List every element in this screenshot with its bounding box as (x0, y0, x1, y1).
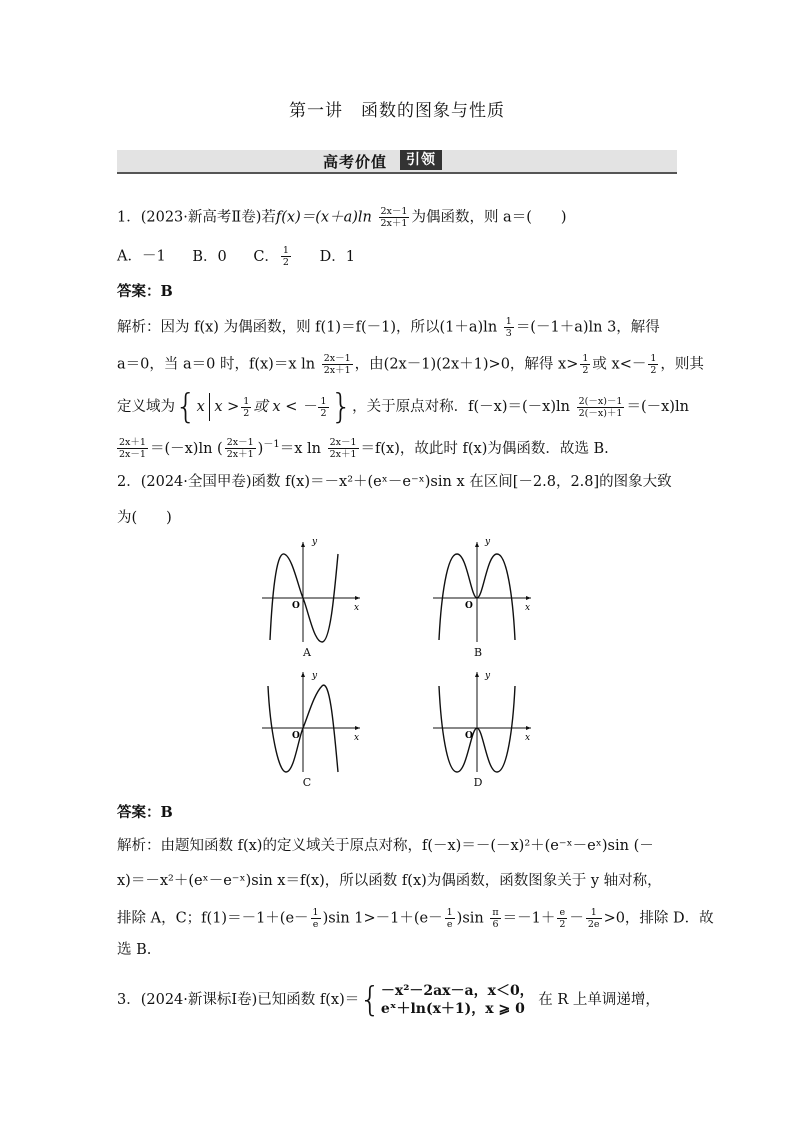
set-bar (209, 393, 211, 421)
q2-stem-line2: 为( ) (117, 510, 172, 526)
q2-solution-line3 (117, 907, 714, 930)
y-label: y (312, 671, 318, 681)
text: 或 x < － (253, 399, 317, 415)
y-axis-arrow (475, 672, 479, 677)
fraction (586, 907, 602, 930)
text: 3．(2024·新课标Ⅰ卷)已知函数 f(x)＝ (117, 992, 360, 1008)
text: 在 R 上单调递增， (538, 992, 660, 1008)
frac-num: 1 (586, 907, 602, 919)
frac-den: 2 (582, 365, 589, 376)
frac-den: 2x＋1 (226, 449, 254, 461)
fraction (580, 353, 590, 376)
fraction (577, 396, 625, 419)
x-axis-arrow (355, 596, 360, 600)
graph-d (427, 668, 537, 778)
fraction (504, 316, 514, 339)
frac-num: 2x－1 (380, 206, 408, 217)
frac-num: 1 (243, 395, 250, 407)
q2-solution-line4: 选 B. (117, 942, 152, 958)
frac-den: 2(－x)＋1 (578, 407, 623, 419)
graph-a (256, 538, 366, 648)
frac-num: 1 (320, 395, 327, 407)
text: ＝x ln (279, 440, 321, 457)
text: ＝(－1＋a)ln 3，解得 (515, 319, 660, 336)
graph-c-caption: C (302, 776, 312, 789)
q2-stem-line1: 2．(2024·全国甲卷)函数 f(x)＝－x²＋(eˣ－e⁻ˣ)sin x 在区间[－2.8，2.8]的图象大致 (117, 474, 672, 490)
q1-solution-line3 (117, 387, 689, 427)
frac-num: 2x－1 (226, 437, 254, 449)
frac-num: 2x－1 (329, 437, 357, 449)
text: a＝0，当 a＝0 时，f(x)＝x ln (117, 356, 316, 373)
fraction (322, 353, 353, 376)
frac-num: 1 (505, 316, 512, 327)
q2-answer (117, 803, 173, 823)
q2-solution-line2: x)＝－x²＋(eˣ－e⁻ˣ)sin x＝f(x)，所以函数 f(x)为偶函数，函数图象关于 y 轴对称， (117, 873, 662, 889)
answer-label: 答案： (117, 283, 161, 300)
piece-1: －x²－2ax－a，x＜0， (380, 983, 534, 999)
x-label: x (525, 733, 531, 743)
y-label: y (485, 671, 491, 681)
frac-num: 2(－x)－1 (578, 395, 623, 407)
frac-num: 1 (446, 907, 453, 918)
text: 定义域为 (117, 399, 175, 415)
section-banner (117, 150, 677, 174)
fraction (225, 437, 256, 460)
fraction (311, 907, 321, 930)
graph-c (256, 668, 366, 778)
q1-func: f(x)＝(x＋a)ln (275, 209, 372, 226)
x-axis-arrow (526, 726, 531, 730)
text: ＝－1＋ (502, 910, 556, 927)
fraction (241, 396, 251, 419)
frac-den: 6 (492, 919, 499, 930)
frac-den: 2 (320, 407, 327, 419)
banner-tag: 引领 (400, 150, 442, 170)
graph-a-caption: A (303, 646, 311, 659)
frac-den: 2 (650, 365, 657, 376)
frac-num: π (492, 907, 499, 918)
q1-answer (117, 282, 173, 302)
answer-value: B (160, 804, 173, 821)
q1-solution-line2 (117, 353, 704, 376)
answer-label: 答案： (117, 804, 161, 821)
y-label: y (312, 538, 318, 547)
fraction (318, 396, 328, 419)
q1-fraction (379, 206, 410, 229)
frac-den: 2x－1 (119, 449, 146, 461)
banner-label: 高考价值 (323, 153, 388, 171)
text: ＝(－x)ln (149, 440, 213, 457)
text: >0，排除 D．故 (603, 910, 714, 927)
q3-stem (117, 982, 660, 1018)
frac-den: e (446, 919, 453, 930)
text: － (569, 910, 584, 927)
origin-label: O (465, 731, 473, 741)
fraction (557, 907, 567, 930)
left-brace: { (175, 387, 197, 427)
frac-den: 2x＋1 (323, 365, 351, 376)
frac-num: 1 (282, 245, 289, 256)
text: ＝f(x)，故此时 f(x)为偶函数．故选 B. (360, 440, 609, 457)
right-brace: } (330, 387, 353, 427)
q1-suffix: 为偶函数，则 a＝( ) (411, 209, 567, 226)
q2-solution-line1: 解析：由题知函数 f(x)的定义域关于原点对称，f(－x)＝－(－x)²＋(e⁻ˣ－eˣ)sin (－ (117, 838, 654, 854)
piece-2: eˣ＋ln(x＋1)，x ⩾ 0 (380, 1001, 525, 1017)
text: －1 (263, 439, 280, 450)
x-axis-arrow (526, 596, 531, 600)
frac-den: e (312, 919, 319, 930)
frac-den: 3 (505, 328, 512, 339)
y-label: y (485, 538, 491, 547)
q1-options (117, 245, 355, 268)
graph-d-caption: D (473, 776, 483, 789)
piecewise (381, 982, 534, 1018)
text: ，由(2x－1)(2x＋1)>0，解得 x> (354, 356, 579, 373)
frac-num: 1 (312, 907, 319, 918)
frac-num: e (557, 907, 567, 919)
frac-den: 2x＋1 (380, 218, 408, 229)
origin-label: O (292, 731, 300, 741)
frac-num: 1 (650, 353, 657, 364)
fraction (490, 907, 500, 930)
x-axis-arrow (355, 726, 360, 730)
q1-option-c-fraction (281, 245, 291, 268)
q1-prefix: 1．(2023·新高考Ⅱ卷)若 (117, 209, 276, 226)
y-axis-arrow (301, 672, 305, 677)
frac-num: 2x－1 (323, 353, 351, 364)
page-title: 第一讲 函数的图象与性质 (289, 101, 505, 121)
origin-label: O (465, 601, 473, 611)
q1-solution-line1 (117, 316, 660, 339)
text: 或 x<－ (592, 356, 647, 373)
q1-stem (117, 206, 567, 229)
q1-option-a: A．－1 (117, 248, 166, 265)
frac-num: 1 (582, 353, 589, 364)
frac-num: 2x＋1 (119, 437, 146, 449)
left-brace: { (359, 980, 381, 1020)
text: ，则其 (660, 356, 704, 373)
fraction (445, 907, 455, 930)
graph-b-caption: B (473, 646, 483, 659)
graph-b (427, 538, 537, 648)
answer-value: B (160, 283, 173, 300)
text: x > (214, 399, 240, 415)
y-axis-arrow (475, 542, 479, 547)
q1-option-d: D．1 (319, 248, 355, 265)
q1-option-c: C． (253, 248, 279, 265)
text: 排除 A，C；f(1)＝－1＋(e－ (117, 910, 309, 927)
text: ＝(－x)ln (626, 399, 689, 415)
fraction (328, 437, 359, 460)
set-variable: x (196, 399, 205, 415)
q1-solution-line4: $\frac{2x+1}{2x-1}$ ＝(－x)ln ( $\frac{2x-1}{2x+1}$ )$^{-1}$＝x ln $\frac{2x-1}{2x+1}$ ＝f(x)，故此时 f(x)为偶函数．故选 B. (119, 437, 609, 461)
text: )sin (456, 910, 484, 927)
x-label: x (354, 733, 360, 743)
text: 解析：因为 f(x) 为偶函数，则 f(1)＝f(－1)，所以(1＋a)ln (117, 319, 498, 336)
frac-den: 2 (243, 407, 250, 419)
x-label: x (354, 603, 360, 613)
origin-label: O (292, 601, 300, 611)
q1-option-b: B．0 (192, 248, 227, 265)
frac-den: 2 (282, 257, 289, 268)
x-label: x (525, 603, 531, 613)
frac-den: 2x＋1 (329, 449, 357, 461)
frac-den: 2 (559, 919, 566, 930)
frac-den: 2e (587, 919, 600, 930)
fraction (117, 437, 148, 460)
y-axis-arrow (301, 542, 305, 547)
text: )sin 1>－1＋(e－ (322, 910, 443, 927)
text: ，关于原点对称．f(－x)＝(－x)ln (352, 399, 570, 415)
fraction (648, 353, 658, 376)
